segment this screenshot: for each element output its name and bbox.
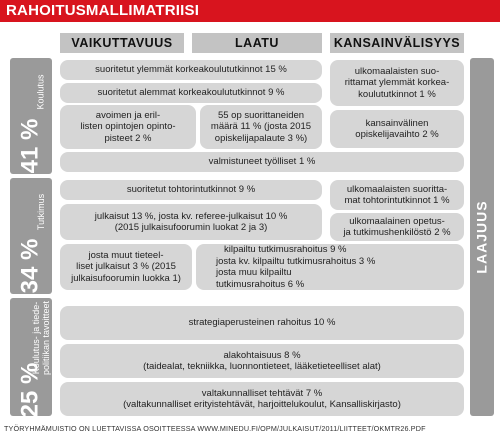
- column-header-laatu: LAATU: [192, 33, 322, 53]
- row-percent-koulutus-wrap: [10, 58, 52, 174]
- cell-alemmat-tutkinnot: suoritetut alemmat korkeakoulututkinnot 9 %: [60, 83, 322, 103]
- cell-muut-julkaisut: josta muut tieteel- liset julkaisut 3 % (2015 julkaisufoorumin luokka 1): [60, 244, 192, 290]
- row-percent-koulutus: 41 %: [16, 118, 44, 174]
- diagram-title: RAHOITUSMALLIMATRIISI: [6, 2, 200, 19]
- cell-kilpailtu-rahoitus: kilpailtu tutkimusrahoitus 9 % josta kv. kilpailtu tutkimusrahoitus 3 % josta muu kilpailtu tutkimusrahoitus 6 %: [196, 244, 464, 290]
- row-percent-tavoitteet: 25 %: [16, 362, 44, 418]
- cell-ylemmat-tutkinnot: suoritetut ylemmät korkeakoulututkinnot 15 %: [60, 60, 322, 80]
- cell-valtakunnalliset-tehtavat: valtakunnalliset tehtävät 7 % (valtakunnalliset erityistehtävät, harjoittelukoulut, Kansalliskirjasto): [60, 382, 464, 416]
- cell-ulkomaalainen-henkilosto: ulkomaalainen opetus- ja tutkimushenkilöstö 2 %: [330, 213, 464, 241]
- row-label-koulutus: Koulutus: [36, 74, 46, 110]
- column-header-kansainvalisyys: KANSAINVÄLISYYS: [330, 33, 464, 53]
- cell-ulkomaalaiset-tohtorit: ulkomaalaisten suoritta- mat tohtorintutkinnot 1 %: [330, 180, 464, 210]
- cell-avoimen-opinnot: avoimen ja eril- listen opintojen opinto- pisteet 2 %: [60, 105, 196, 149]
- row-label-tavoitteet: Koulutus- ja tiede- politiikan tavoitteet: [31, 300, 52, 376]
- row-percent-tutkimus: 34 %: [16, 238, 44, 294]
- cell-opiskelijavaihto: kansainvälinen opiskelijavaihto 2 %: [330, 110, 464, 148]
- cell-valmistuneet-tyolliset: valmistuneet työlliset 1 %: [60, 152, 464, 172]
- footer-source: TYÖRYHMÄMUISTIO ON LUETTAVISSA OSOITTEESSA WWW.MINEDU.FI/OPM/JULKAISUT/2011/LIITTEET/OKMTR26.PDF: [4, 424, 426, 433]
- cell-ulkomaalaiset-ylemmat: ulkomaalaisten suo- rittamat ylemmät korkea- koulututkinnot 1 %: [330, 60, 464, 106]
- row-label-tutkimus: Tutkimus: [36, 193, 47, 231]
- cell-55-op-suorittaneet: 55 op suorittaneiden määrä 11 % (josta 2015 opiskelijapalaute 3 %): [200, 105, 322, 149]
- row-percent-tavoitteet-wrap: [10, 298, 52, 416]
- cell-tohtorintutkinnot: suoritetut tohtorintutkinnot 9 %: [60, 180, 322, 200]
- cell-julkaisut: julkaisut 13 %, josta kv. referee-julkaisut 10 % (2015 julkaisufoorumin luokat 2 ja 3): [60, 204, 322, 240]
- row-percent-tutkimus-wrap: [10, 178, 52, 294]
- cell-strategiaperusteinen: strategiaperusteinen rahoitus 10 %: [60, 306, 464, 340]
- cell-alakohtaisuus: alakohtaisuus 8 % (taidealat, tekniikka, luonnontieteet, lääketieteelliset alat): [60, 344, 464, 378]
- column-header-vaikuttavuus: VAIKUTTAVUUS: [60, 33, 184, 53]
- laajuus-label: LAAJUUS: [474, 200, 490, 274]
